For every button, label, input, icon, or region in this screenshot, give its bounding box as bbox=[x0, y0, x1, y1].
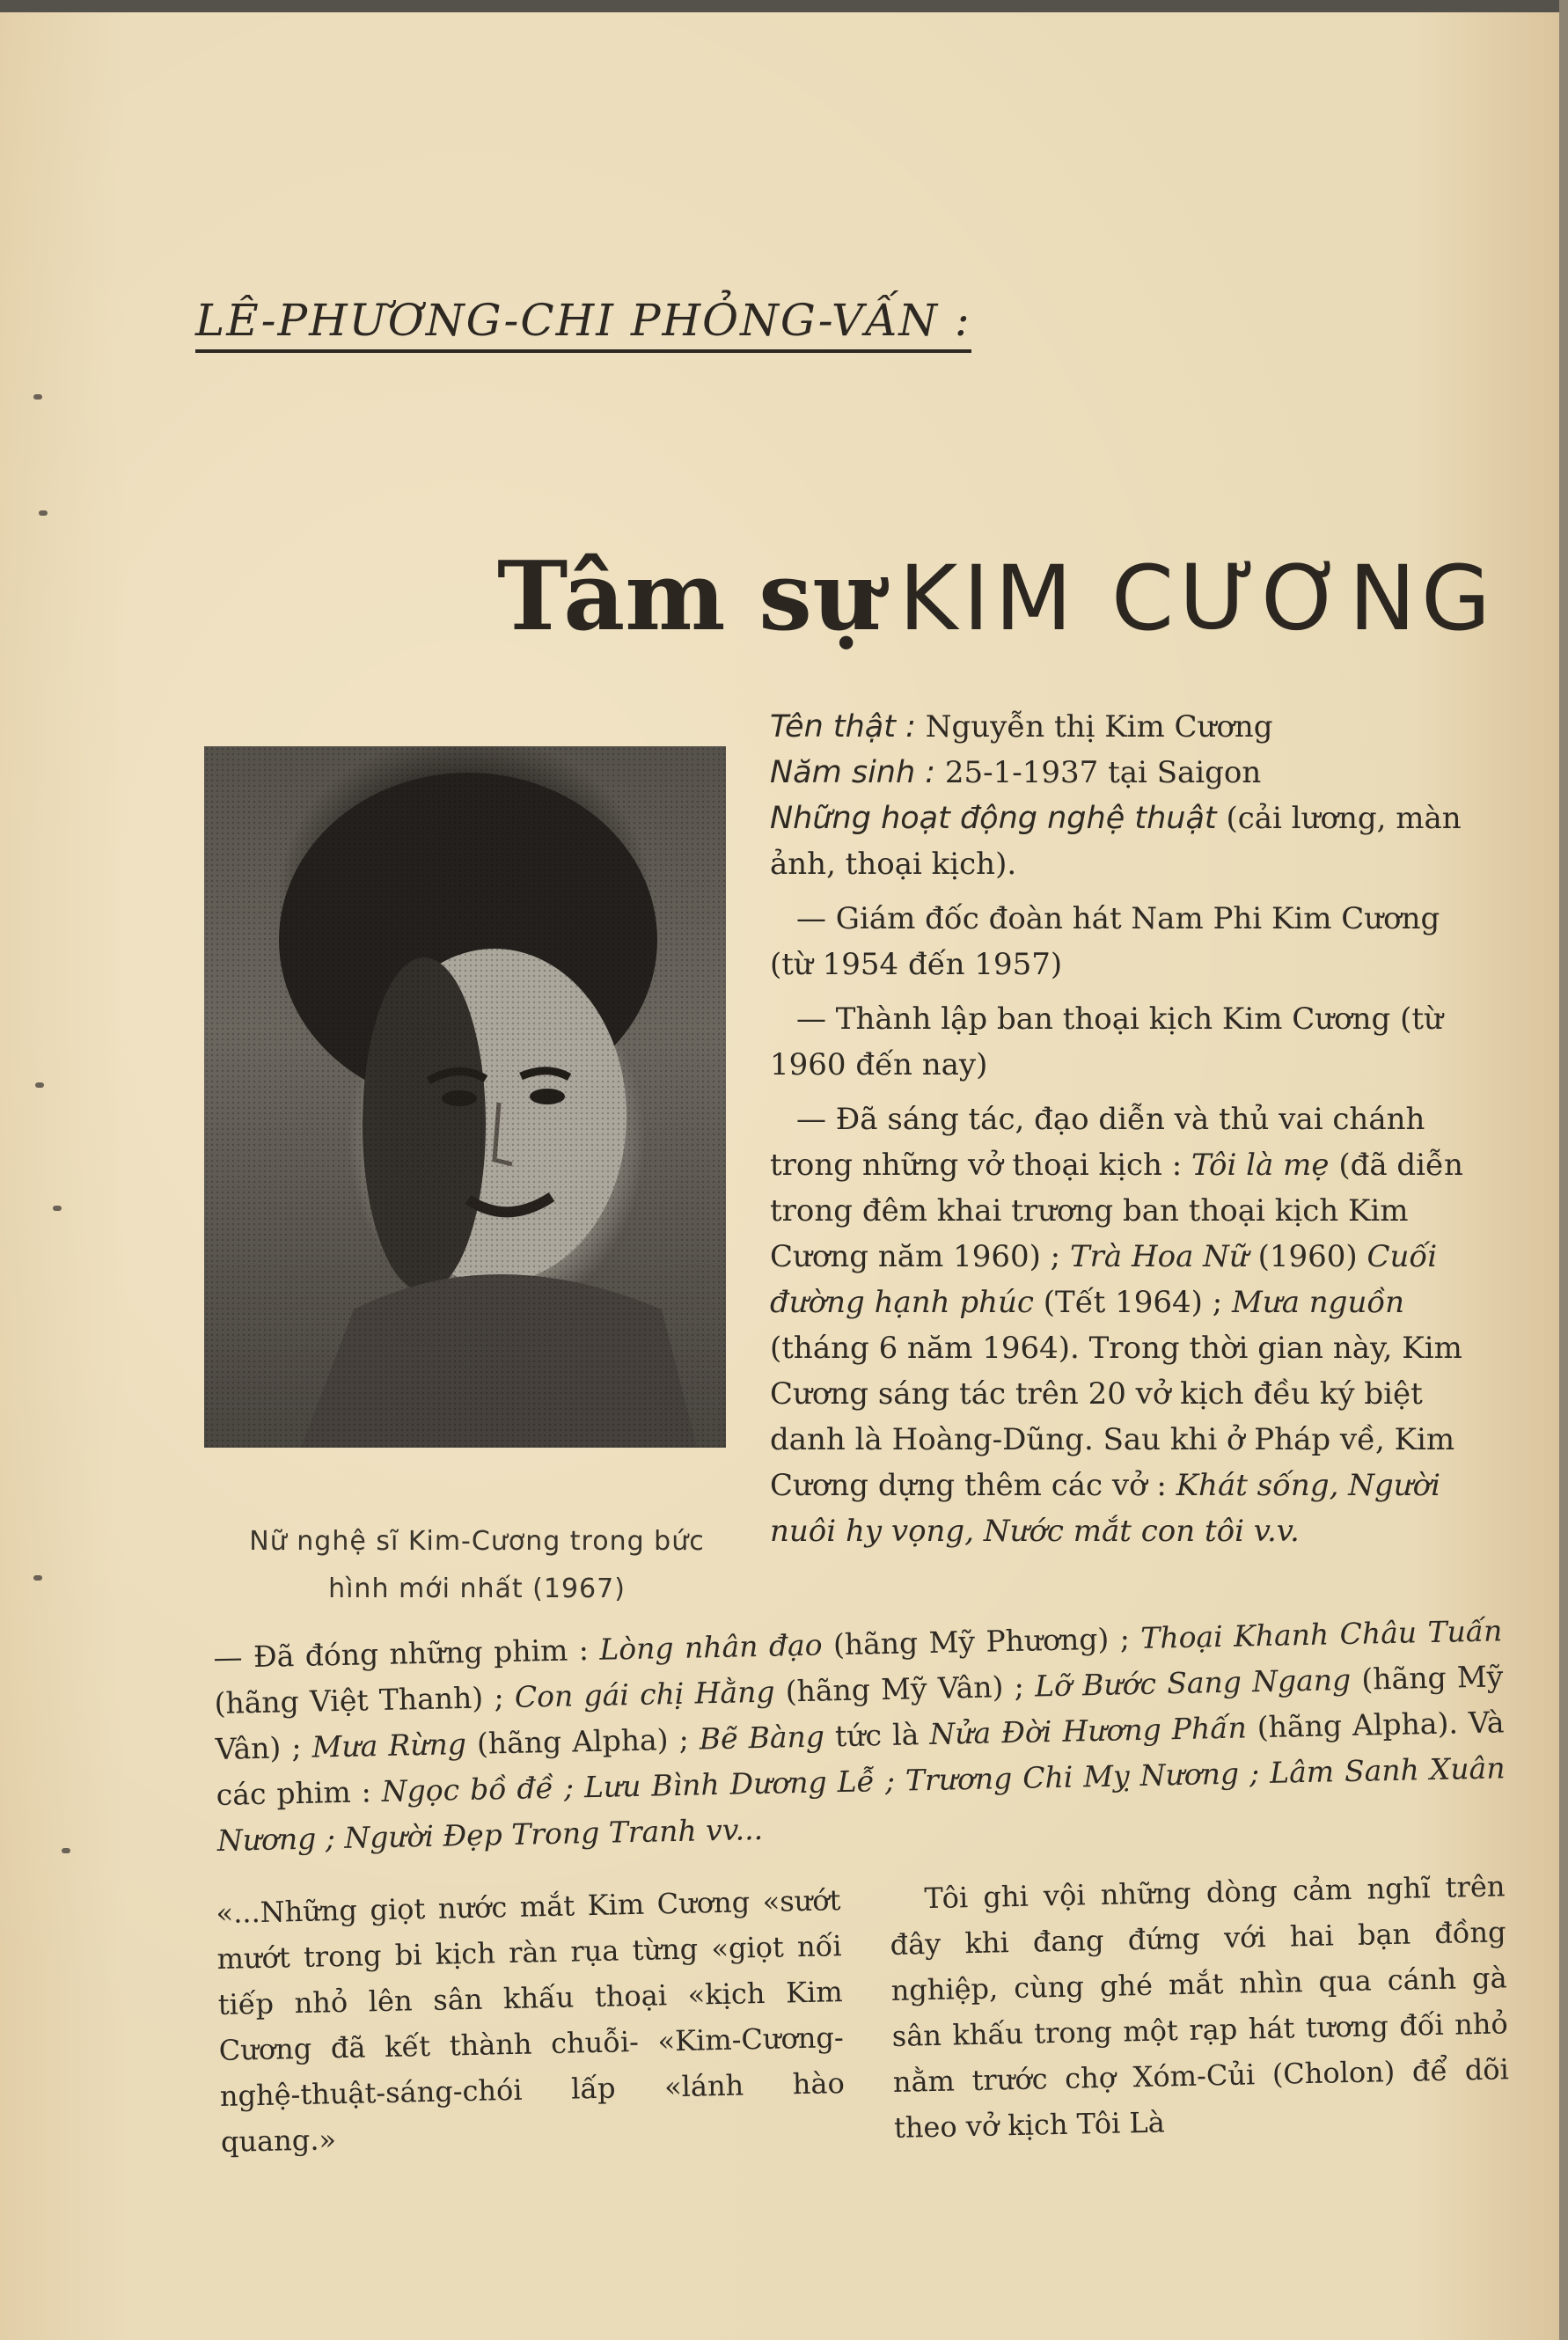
body-paragraph: Tôi ghi vội những dòng cảm nghĩ trên đây khi đang đứng với hai bạn đồng nghiệp, cùng ghé mắt nhìn qua cánh gà sân khấu trong một rạp hát tương đối nhỏ nằm trước chợ Xóm-Củi (Cholon) để dõi theo vở kịch Tôi Là bbox=[890, 1869, 1510, 2145]
title-part-2: KIM CƯƠNG bbox=[898, 546, 1497, 651]
film-note: tức là bbox=[834, 1717, 920, 1754]
film-title: Lòng nhân đạo bbox=[598, 1627, 823, 1667]
item3-text-a: — Đã sáng tác, đạo diễn và thủ vai chánh trong những vở thoại kịch : bbox=[770, 1102, 1425, 1183]
film-title: Con gái chị Hằng bbox=[514, 1674, 775, 1714]
play-title: Tôi là mẹ bbox=[1191, 1148, 1330, 1183]
real-name-row bbox=[770, 704, 1491, 750]
binding-mark bbox=[53, 1206, 62, 1211]
portrait-illustration bbox=[204, 746, 726, 1448]
binding-mark bbox=[62, 1848, 70, 1853]
profile-item-2: — Thành lập ban thoại kịch Kim Cương (từ 1960 đến nay) bbox=[770, 1001, 1443, 1082]
pull-quote bbox=[216, 1877, 846, 2165]
film-title: Bẽ Bàng bbox=[699, 1719, 825, 1757]
item3-text-b: (đã diễn trong đêm khai trương ban thoại kịch Kim Cương năm 1960) ; bbox=[770, 1148, 1463, 1274]
play-title: Khát sống, Người nuôi hy vọng, Nước mắt con tôi v.v. bbox=[770, 1468, 1440, 1549]
birth-label: Năm sinh : bbox=[770, 755, 936, 790]
profile-section bbox=[770, 704, 1491, 1554]
profile-item-1: — Giám đốc đoàn hát Nam Phi Kim Cương (từ 1954 đến 1957) bbox=[770, 901, 1440, 982]
film-title: Mưa Rừng bbox=[311, 1727, 467, 1764]
film-title: Lỡ Bước Sang Ngang bbox=[1034, 1661, 1352, 1704]
play-title: Trà Hoa Nữ bbox=[1069, 1239, 1249, 1274]
page-right-edge bbox=[1559, 0, 1568, 2340]
film-studio: (hãng Alpha) ; bbox=[476, 1721, 690, 1761]
real-name: Nguyễn thị Kim Cương bbox=[925, 709, 1273, 745]
portrait-photo bbox=[204, 746, 726, 1448]
film-studio: (hãng Mỹ Vân) ; bbox=[215, 1659, 1504, 1766]
film-title: Nửa Đời Hương Phấn bbox=[929, 1710, 1248, 1751]
film-studio: (hãng Việt Thanh) ; bbox=[214, 1680, 504, 1720]
play-title: Cuối đường hạnh phúc bbox=[770, 1239, 1438, 1320]
pull-quote-text: «...Những giọt nước mắt Kim Cương «sướt mướt trong bi kịch ràn rụa từng «giọt nối tiếp nhỏ lên sân khấu thoại «kịch Kim Cương đã kết thành chuỗi- «Kim-Cương-nghệ-thuật-sáng-chói lấp «lánh hào quang.» bbox=[216, 1883, 846, 2159]
interview-kicker: LÊ-PHƯƠNG-CHI PHỎNG-VẤN : bbox=[195, 295, 971, 353]
birth-row bbox=[770, 750, 1491, 796]
activities-value: (cải lương, màn ảnh, thoại kịch). bbox=[770, 801, 1462, 882]
film-title-list: Ngọc bồ đề ; Lưu Bình Dương Lễ ; Trương Chi Mỵ Nương ; Lâm Sanh Xuân Nương ; Người Đẹp Trong Tranh vv... bbox=[216, 1750, 1506, 1858]
item3-text-d: (Tết 1964) ; bbox=[1043, 1285, 1223, 1320]
birth-value: 25-1-1937 tại Saigon bbox=[944, 755, 1262, 790]
binding-mark bbox=[35, 1082, 44, 1088]
binding-mark bbox=[33, 1575, 42, 1581]
photo-caption bbox=[204, 1518, 750, 1613]
article-body bbox=[889, 1863, 1510, 2151]
caption-line-2: hình mới nhất (1967) bbox=[328, 1573, 626, 1604]
film-studio: (hãng Mỹ Phương) ; bbox=[832, 1621, 1131, 1662]
activities-label: Những hoạt động nghệ thuật bbox=[770, 801, 1217, 836]
film-studio: (hãng Mỹ Vân) ; bbox=[785, 1669, 1025, 1709]
filmography bbox=[213, 1608, 1506, 1864]
activities-row bbox=[770, 796, 1491, 887]
profile-item-3 bbox=[770, 1097, 1491, 1554]
films-intro: — Đã đóng những phim : bbox=[213, 1632, 590, 1675]
item3-text-e: (tháng 6 năm 1964). Trong thời gian này, Kim Cương sáng tác trên 20 vở kịch đều ký biệt danh là Hoàng-Dũng. Sau khi ở Pháp về, Kim Cương dựng thêm các vở : bbox=[770, 1331, 1462, 1503]
article-title bbox=[497, 541, 1496, 652]
binding-mark bbox=[33, 394, 42, 400]
title-part-1: Tâm sự bbox=[497, 541, 882, 652]
page-top-edge bbox=[0, 0, 1568, 12]
item3-text-c: (1960) bbox=[1257, 1239, 1358, 1274]
film-studio: (hãng Alpha). Và các phim : bbox=[216, 1705, 1505, 1812]
binding-mark bbox=[39, 510, 48, 516]
caption-line-1: Nữ nghệ sĩ Kim-Cương trong bức bbox=[249, 1526, 705, 1557]
play-title: Mưa nguồn bbox=[1232, 1285, 1405, 1320]
real-name-label: Tên thật : bbox=[770, 709, 916, 745]
film-title: Thoại Khanh Châu Tuấn bbox=[1139, 1613, 1503, 1655]
